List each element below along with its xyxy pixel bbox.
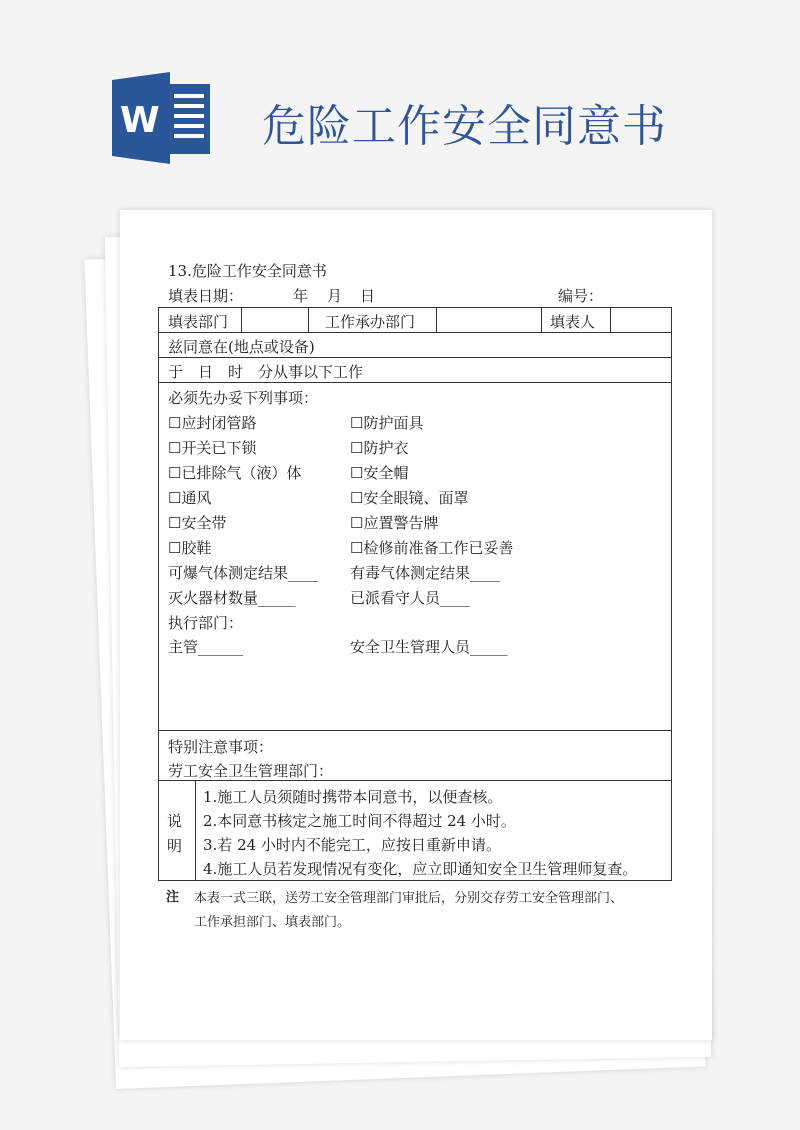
checkbox-item[interactable]: ☐开关已下锁 bbox=[168, 439, 257, 457]
explosive-gas-result: 可爆气体测定结果____ bbox=[168, 564, 319, 582]
word-logo-icon bbox=[112, 72, 212, 164]
explain-item: 2.本同意书核定之施工时间不得超过 24 小时。 bbox=[203, 812, 516, 830]
work-dept-label: 工作承办部门 bbox=[325, 313, 416, 331]
explain-item: 1.施工人员须随时携带本同意书，以便查核。 bbox=[203, 788, 503, 806]
year-label: 年 bbox=[293, 287, 309, 305]
checkbox-item[interactable]: ☐检修前准备工作已妥善 bbox=[350, 539, 514, 557]
exec-dept-label: 执行部门： bbox=[168, 614, 244, 632]
guard-assigned: 已派看守人员____ bbox=[350, 589, 471, 607]
extinguisher-count: 灭火器材数量_____ bbox=[168, 589, 296, 607]
checkbox-item[interactable]: ☐防护面具 bbox=[350, 414, 424, 432]
explain-label: 明 bbox=[167, 837, 183, 855]
checkbox-item[interactable]: ☐已排除气（液）体 bbox=[168, 464, 302, 482]
filler-label: 填表人 bbox=[550, 313, 596, 331]
explain-label: 说 bbox=[167, 812, 183, 830]
checkbox-item[interactable]: ☐安全眼镜、面罩 bbox=[350, 489, 469, 507]
checkbox-item[interactable]: ☐安全帽 bbox=[350, 464, 409, 482]
note-label: 注 bbox=[166, 890, 180, 905]
special-notes-label: 特别注意事项： bbox=[168, 738, 274, 756]
banner-title: 危险工作安全同意书 bbox=[262, 101, 667, 152]
toxic-gas-result: 有毒气体测定结果____ bbox=[350, 564, 501, 582]
svg-text:W: W bbox=[120, 100, 160, 141]
must-do-label: 必须先办妥下列事项： bbox=[168, 389, 319, 407]
number-label: 编号： bbox=[558, 287, 604, 305]
supervisor-label: 主管______ bbox=[168, 638, 244, 656]
safety-manager-label: 安全卫生管理人员_____ bbox=[350, 638, 508, 656]
note-line: 工作承担部门、填表部门。 bbox=[194, 915, 351, 930]
labor-dept-label: 劳工安全卫生管理部门： bbox=[168, 762, 334, 780]
month-label: 月 bbox=[327, 287, 343, 305]
checkbox-item[interactable]: ☐胶鞋 bbox=[168, 539, 212, 557]
explain-item: 3.若 24 小时内不能完工，应按日重新申请。 bbox=[203, 836, 501, 854]
checkbox-item[interactable]: ☐防护衣 bbox=[350, 439, 409, 457]
location-label: 兹同意在(地点或设备) bbox=[168, 338, 315, 356]
fill-date-label: 填表日期： bbox=[168, 287, 244, 305]
checkbox-item[interactable]: ☐应封闭管路 bbox=[168, 414, 257, 432]
note-line: 本表一式三联，送劳工安全管理部门审批后，分别交存劳工安全管理部门、 bbox=[194, 891, 624, 906]
day-label: 日 bbox=[360, 287, 376, 305]
doc-heading: 13.危险工作安全同意书 bbox=[168, 262, 327, 280]
checkbox-item[interactable]: ☐通风 bbox=[168, 489, 212, 507]
explain-item: 4.施工人员若发现情况有变化，应立即通知安全卫生管理师复查。 bbox=[203, 860, 638, 878]
fill-dept-label: 填表部门 bbox=[168, 313, 229, 331]
checkbox-item[interactable]: ☐安全带 bbox=[168, 514, 227, 532]
checkbox-item[interactable]: ☐应置警告牌 bbox=[350, 514, 439, 532]
time-label: 于 日 时 分从事以下工作 bbox=[168, 363, 364, 381]
